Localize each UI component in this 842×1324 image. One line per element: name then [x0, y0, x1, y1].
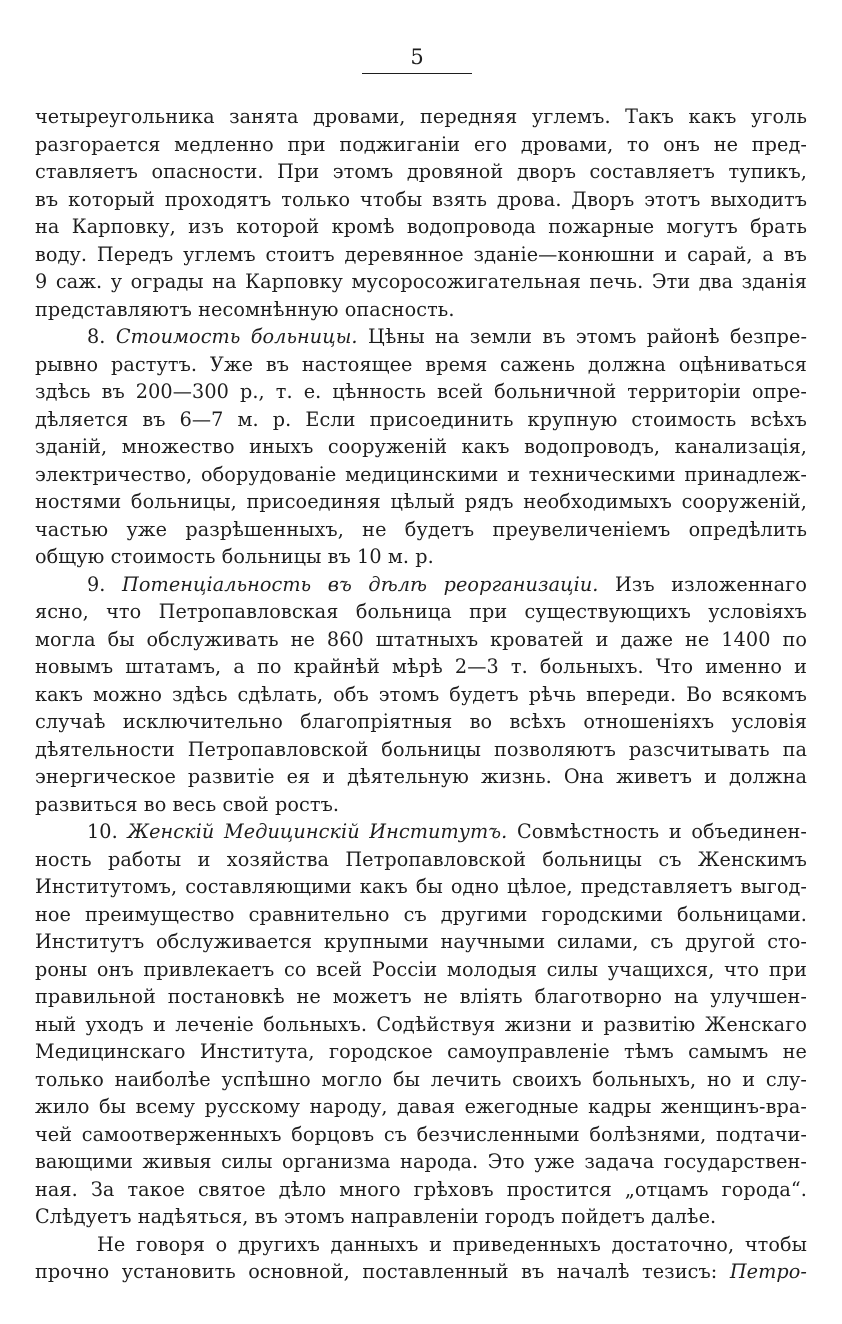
text-line: Институтомъ, составляющими какъ бы одно цѣлое, представляетъ выгод- — [35, 875, 807, 898]
text-line: Слѣдуетъ надѣяться, въ этомъ направленіи городъ пойдетъ далѣе. — [35, 1205, 717, 1228]
text-line: ная. За такое святое дѣло много грѣховъ простится „отцамъ города“. — [35, 1177, 807, 1201]
body-text — [35, 103, 807, 1286]
text-line: электричество, оборудованіе медицинскими и техническими принадлеж- — [35, 462, 807, 486]
text-line: рывно растутъ. Уже въ настоящее время сажень должна оцѣниваться — [35, 352, 807, 376]
text-line: развиться во весь свой ростъ. — [35, 792, 340, 816]
italic-continuation: Петро- — [729, 1260, 808, 1283]
text-line: ставляетъ опасности. При этомъ дровяной дворъ составляетъ тупикъ, — [35, 160, 807, 183]
text-line: 9 саж. у ограды на Карповку мусоросожигательная печь. Эти два зданія — [35, 270, 807, 293]
text-line: ясно, что Петропавловская больница при существующихъ условіяхъ — [35, 600, 807, 623]
text-line: четыреугольника занята дровами, передняя углемъ. Такъ какъ уголь — [35, 105, 807, 128]
text-line: какъ можно здѣсь сдѣлать, объ этомъ будетъ рѣчь впереди. Во всякомъ — [35, 682, 807, 706]
text-line: воду. Передъ углемъ стоитъ деревянное зданіе—конюшни и сарай, а въ — [35, 242, 807, 266]
text-line: ное преимущество сравнительно съ другими городскими больницами. — [35, 902, 807, 926]
section-number: 8. — [87, 325, 106, 348]
section-heading-line: 9. Потенціальность въ дѣлѣ реорганизаціи. Изъ изложеннаго — [87, 572, 807, 596]
text-line: ностями больницы, присоединяя цѣлый рядъ необходимыхъ сооруженій, — [35, 490, 807, 513]
section-title: Женскій Медицинскій Институтъ. — [127, 820, 508, 843]
text-line: ность работы и хозяйства Петропавловской больницы съ Женскимъ — [35, 847, 807, 871]
text-line: дѣляется въ 6—7 м. р. Если присоединить крупную стоимость всѣхъ — [35, 407, 807, 431]
text-line: могла бы обслуживать не 860 штатныхъ кроватей и даже не 1400 по — [35, 627, 807, 651]
text-line: энергическое развитіе ея и дѣятельную жизнь. Она живетъ и должна — [35, 765, 807, 788]
text-line: частью уже разрѣшенныхъ, не будетъ преувеличеніемъ опредѣлить — [35, 517, 807, 541]
section-heading-line: 10. Женскій Медицинскій Институтъ. Совмѣстность и объединен- — [87, 820, 807, 843]
text-line: представляютъ несомнѣнную опасность. — [35, 297, 455, 321]
text-line: общую стоимость больницы въ 10 м. р. — [35, 545, 434, 568]
paragraph-start-line: Не говоря о другихъ данныхъ и приведенныхъ достаточно, чтобы — [97, 1232, 807, 1256]
text-line: новымъ штатамъ, а по крайнѣй мѣрѣ 2—3 т. больныхъ. Что именно и — [35, 655, 807, 678]
section-title: Стоимость больницы. — [115, 325, 358, 348]
text-line: здѣсь въ 200—300 р., т. е. цѣнность всей больничной территоріи опре- — [35, 380, 807, 403]
section-heading-line: 8. Стоимость больницы. Цѣны на земли въ этомъ районѣ безпре- — [87, 325, 808, 348]
section-number: 9. — [87, 572, 106, 596]
text-line: правильной постановкѣ не можетъ не вліять благотворно на улучшен- — [35, 985, 807, 1008]
text-line: зданій, множество иныхъ сооруженій какъ водопроводъ, канализація, — [35, 435, 807, 458]
text-line: прочно установить основной, поставленный въ началѣ тезисъ: Петро- — [35, 1260, 808, 1283]
text-line: вающими живыя силы организма народа. Это уже задача государствен- — [35, 1150, 807, 1173]
text-line: въ который проходятъ только чтобы взять дрова. Дворъ этотъ выходитъ — [35, 187, 807, 211]
text-line: ный уходъ и леченіе больныхъ. Содѣйствуя жизни и развитію Женскаго — [35, 1012, 807, 1036]
text-line: дѣятельности Петропавловской больницы позволяютъ разсчитывать па — [35, 737, 807, 761]
text-line: роны онъ привлекаетъ со всей Россіи молодыя силы учащихся, что при — [35, 957, 807, 981]
text-line: только наиболѣе успѣшно могло бы лечить своихъ больныхъ, но и слу- — [35, 1067, 807, 1091]
text-line: Медицинскаго Института, городское самоуправленіе тѣмъ самымъ не — [35, 1040, 807, 1063]
section-title: Потенціальность въ дѣлѣ реорганизаціи. — [122, 572, 599, 596]
text-line: Институтъ обслуживается крупными научными силами, съ другой сто- — [35, 930, 807, 953]
text-line: разгорается медленно при поджиганіи его дровами, то онъ не пред- — [35, 132, 807, 156]
text-line: чей самоотверженныхъ борцовъ съ безчисленными болѣзнями, подтачи- — [35, 1122, 807, 1146]
section-number: 10. — [87, 820, 118, 843]
page-number-rule — [362, 73, 472, 74]
text-line: жило бы всему русскому народу, давая ежегодные кадры женщинъ-вра- — [35, 1095, 807, 1118]
text-line: на Карповку, изъ которой кромѣ водопровода пожарные могутъ брать — [35, 215, 807, 238]
text-line: случаѣ исключительно благопріятныя во всѣхъ отношеніяхъ условія — [35, 710, 807, 733]
page-number: 5 — [410, 45, 424, 69]
